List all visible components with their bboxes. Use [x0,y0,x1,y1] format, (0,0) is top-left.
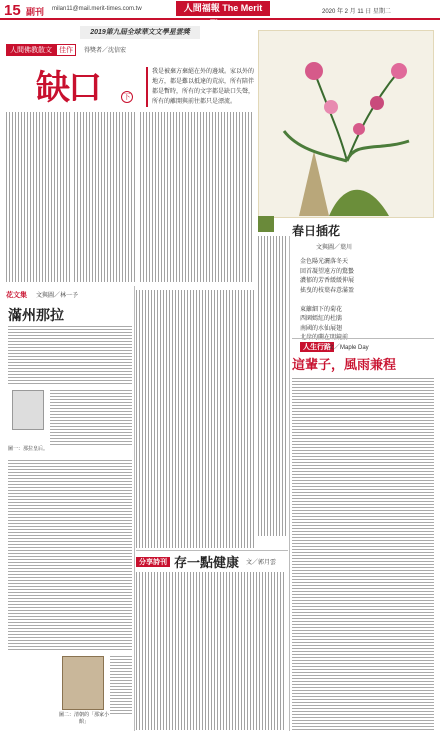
manchu-text-block-3 [8,460,132,652]
page-number: 15 [4,2,21,19]
photo-caption: 圖二：清朝的「那家小館」 [58,712,109,725]
newspaper-logo: 人間福報 The Merit Times [176,1,270,16]
feature-text-column-1 [6,112,70,282]
life-byline: 文／Maple Day [328,345,369,351]
empress-portrait [12,390,44,430]
poem-line: 回首凝望遠方的驚蟄 [300,268,355,275]
poem-line: 西園嫣紅的杜鵑 [300,316,343,322]
feature-part-mark: 下 [121,91,133,103]
health-byline: 文／郭月雲 [246,560,277,566]
poem-line: 南國的水仙展翅 [300,325,343,332]
health-tag: 分享詩刊 [136,557,170,567]
poem-line: 搖曳的枝葉春意滿盈 [300,287,355,294]
feature-text-column-3 [140,112,254,282]
poem-body [300,258,354,344]
poem-line [300,296,354,306]
flower-painting [258,30,434,218]
flower-illustration [259,31,435,219]
health-title: 存一點健康 [174,556,240,571]
feature-text-column-4 [136,290,254,548]
portrait-caption: 圖一：那拉皇后。 [8,446,49,452]
poem-line: 濃郁的芳香緩緩伸展 [300,278,355,284]
article-tag: 花文集 [6,292,27,299]
poem-byline: 文與圖／葉川 [316,245,353,251]
manchu-text-block-4 [110,656,132,716]
feature-tag: 人間佛教散文 [6,44,56,56]
feature-title: 缺口 [36,68,100,108]
feature-text-column-2 [74,112,136,282]
life-title: 這輩子，風雨兼程 [292,358,397,373]
feature-genre: 佳作 [56,44,76,56]
article-byline: 文與圖／林一予 [36,293,79,299]
article-title: 滿州那拉 [8,308,64,324]
restaurant-photo [62,656,104,710]
feature-byline: 得獎者／沈信宏 [84,48,127,54]
poem-line: 金色陽光灑落冬天 [300,259,349,265]
manchu-text-block-1 [8,326,132,386]
website-link[interactable]: milan11@mail.merit-times.com.tw [52,6,142,12]
issue-date: 2020 年 2 月 11 日 星期二 [322,9,391,15]
feature-text-column-5 [258,236,288,536]
manchu-text-block-2 [50,390,132,446]
column-divider [289,236,290,731]
section-name: 副刊 [26,7,45,17]
feature-intro: 我是被棄方棄絕在外的邊域。家以外的地方，都是難以抵達的荒涼，所有陪伴都是暫時，所有的文字都是缺口失聲，所有的離開與前往都只是漂流。 [146,67,256,107]
award-banner: 2019第九屆全球華文文學星雲獎 [80,26,200,39]
poem-line: 東籬細下的菊花 [300,306,343,313]
column-divider [134,286,135,731]
poem-title: 春日插花 [292,224,341,238]
health-text-block [136,572,286,730]
poem-thumbnail [258,216,274,232]
section-divider [136,550,288,551]
life-text-block [292,378,434,730]
section-divider [292,338,434,339]
life-tag: 人生行路 [300,342,334,352]
